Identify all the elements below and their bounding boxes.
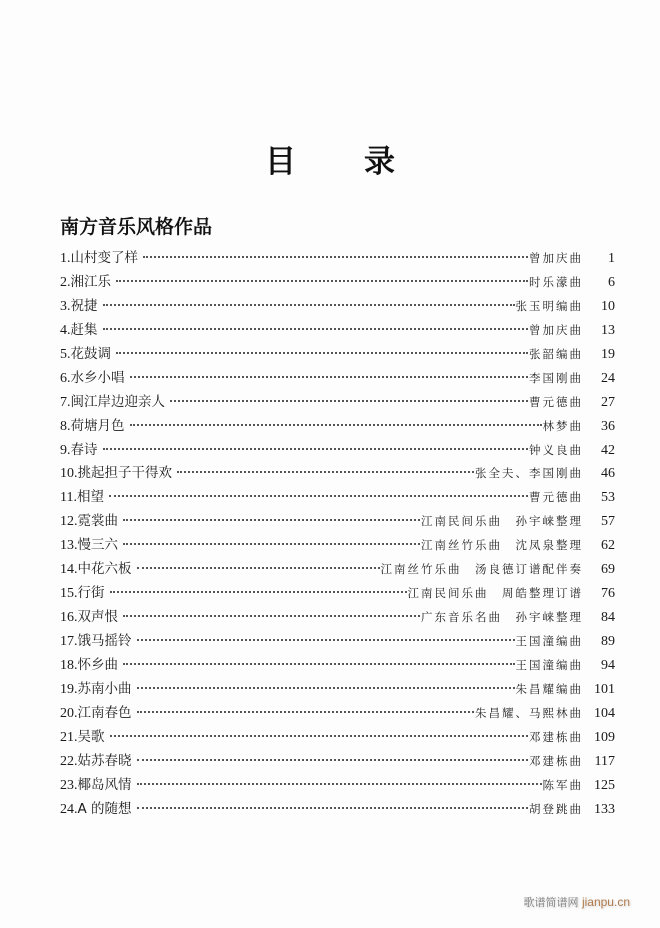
entry-page-number: 84 — [601, 610, 615, 626]
entry-number: 11. — [60, 490, 77, 506]
entry-page-number: 19 — [601, 346, 615, 362]
toc-entry[interactable] — [60, 798, 615, 822]
dot-leader — [130, 376, 529, 378]
entry-page-number: 62 — [601, 538, 615, 554]
entry-title: 山村变了样 — [70, 250, 138, 266]
entry-page-number: 10 — [601, 298, 615, 314]
toc-entry[interactable] — [60, 534, 615, 558]
entry-title: 挑起担子干得欢 — [77, 465, 172, 482]
entry-title: A 的随想 — [77, 800, 132, 817]
page-title-char-1: 目 — [265, 143, 296, 180]
entry-title: 花鼓调 — [70, 345, 111, 362]
page-title — [0, 136, 660, 181]
toc-entry[interactable] — [60, 702, 615, 726]
entry-number: 17. — [60, 634, 78, 649]
entry-page-number: 53 — [601, 490, 615, 506]
entry-page-number: 6 — [608, 274, 615, 290]
toc-entry[interactable] — [60, 367, 615, 391]
page-title-char-2: 录 — [364, 143, 395, 180]
entry-number: 7. — [60, 394, 71, 410]
toc-entry[interactable] — [60, 582, 615, 606]
entry-credit: 曾加庆曲 — [529, 322, 583, 337]
dot-leader — [170, 400, 528, 402]
entry-title: 中花六板 — [77, 561, 132, 578]
entry-credit: 陈军曲 — [542, 777, 583, 792]
toc-entry[interactable] — [60, 391, 615, 415]
dot-leader — [137, 759, 529, 761]
entry-number: 18. — [60, 657, 78, 673]
toc-entry[interactable] — [60, 654, 615, 678]
entry-number: 1. — [60, 251, 71, 266]
dot-leader — [123, 615, 420, 617]
entry-title: 慢三六 — [77, 537, 118, 554]
dot-leader — [137, 711, 475, 713]
entry-title: 饿马摇铃 — [77, 633, 132, 649]
entry-credit: 江南丝竹乐曲 汤良德订谱配伴奏 — [380, 562, 583, 577]
toc-entry[interactable] — [60, 630, 615, 654]
entry-credit: 朱昌耀编曲 — [515, 681, 583, 696]
dot-leader — [110, 591, 407, 593]
entry-credit: 张韶编曲 — [529, 346, 583, 361]
entry-number: 24. — [60, 801, 78, 817]
toc-entry[interactable] — [60, 415, 615, 439]
entry-page-number: 109 — [594, 729, 615, 745]
dot-leader — [103, 304, 515, 306]
entry-title: 水乡小唱 — [70, 369, 125, 386]
toc-entry[interactable] — [60, 750, 615, 774]
toc-entry[interactable] — [60, 606, 615, 630]
toc-entry[interactable] — [60, 439, 615, 463]
site-watermark — [523, 894, 630, 910]
entry-credit: 江南民间乐曲 周皓整理订谱 — [407, 586, 583, 601]
entry-title: 祝捷 — [70, 297, 98, 314]
entry-title: 双声恨 — [77, 609, 118, 626]
entry-number: 2. — [60, 274, 71, 290]
entry-title: 荷塘月色 — [70, 417, 125, 434]
dot-leader — [123, 543, 420, 545]
entry-number: 21. — [60, 729, 78, 745]
entry-credit: 江南丝竹乐曲 沈凤泉整理 — [421, 538, 583, 553]
entry-number: 22. — [60, 753, 78, 769]
dot-leader — [123, 519, 420, 521]
entry-page-number: 57 — [601, 514, 615, 530]
entry-credit: 钟义良曲 — [529, 442, 583, 457]
dot-leader — [137, 567, 380, 569]
dot-leader — [109, 495, 528, 497]
entry-number: 19. — [60, 681, 78, 697]
entry-number: 16. — [60, 610, 78, 626]
toc-entry[interactable] — [60, 678, 615, 702]
entry-page-number: 117 — [594, 753, 615, 769]
dot-leader — [137, 807, 528, 809]
entry-title: 苏南小曲 — [77, 680, 132, 697]
entry-credit: 邓建栋曲 — [529, 753, 583, 768]
section-heading: 南方音乐风格作品 — [60, 215, 213, 238]
entry-title: 闽江岸边迎亲人 — [70, 393, 165, 410]
entry-title: 相望 — [76, 489, 104, 506]
dot-leader — [137, 639, 515, 641]
entry-title: 赶集 — [70, 321, 98, 338]
entry-page-number: 125 — [594, 777, 615, 793]
watermark-cn: 歌谱简谱网 — [523, 896, 579, 909]
entry-page-number: 36 — [601, 418, 615, 434]
entry-credit: 邓建栋曲 — [529, 729, 583, 744]
entry-page-number: 76 — [601, 586, 615, 602]
dot-leader — [103, 328, 529, 330]
entry-credit: 张全夫、李国刚曲 — [475, 466, 583, 481]
dot-leader — [123, 663, 515, 665]
watermark-latin: jianpu.cn — [581, 895, 630, 909]
entry-number: 10. — [60, 466, 78, 482]
dot-leader — [143, 256, 528, 258]
entry-page-number: 46 — [601, 466, 615, 482]
dot-leader — [137, 783, 542, 785]
entry-credit: 林梦曲 — [542, 418, 583, 433]
entry-credit: 广东音乐名曲 孙宇崃整理 — [421, 610, 583, 625]
entry-number: 20. — [60, 705, 78, 721]
entry-number: 9. — [60, 442, 71, 458]
dot-leader — [116, 352, 528, 354]
entry-page-number: 69 — [601, 562, 615, 578]
toc-entry[interactable] — [60, 343, 615, 367]
entry-page-number: 89 — [601, 634, 615, 649]
entry-number: 8. — [60, 418, 71, 434]
entry-number: 23. — [60, 777, 78, 793]
entry-page-number: 1 — [608, 251, 615, 266]
toc-entry[interactable] — [60, 774, 615, 798]
entry-number: 15. — [60, 586, 78, 602]
entry-number: 6. — [60, 370, 71, 386]
entry-title: 霓裳曲 — [77, 513, 118, 530]
entry-number: 4. — [60, 322, 71, 338]
toc-entry[interactable] — [60, 295, 615, 319]
entry-number: 3. — [60, 298, 71, 314]
entry-credit: 曾加庆曲 — [529, 251, 583, 265]
entry-credit: 江南民间乐曲 孙宇崃整理 — [421, 514, 583, 529]
dot-leader — [116, 280, 528, 282]
entry-title: 姑苏春晓 — [77, 752, 132, 769]
entry-credit: 时乐濛曲 — [529, 274, 583, 289]
entry-page-number: 94 — [601, 657, 615, 673]
entry-title: 椰岛风情 — [77, 776, 132, 793]
entry-title: 春诗 — [70, 441, 98, 458]
entry-credit: 王国潼编曲 — [515, 657, 583, 672]
entry-page-number: 27 — [601, 394, 615, 410]
entry-page-number: 24 — [601, 370, 615, 386]
entry-credit: 王国潼编曲 — [515, 634, 583, 648]
entry-credit: 朱昌耀、马熙林曲 — [475, 705, 583, 720]
entry-number: 14. — [60, 562, 78, 578]
entry-credit: 李国刚曲 — [529, 370, 583, 385]
entry-credit: 张玉明编曲 — [515, 298, 583, 313]
entry-title: 怀乡曲 — [77, 656, 118, 673]
toc-entry[interactable] — [60, 271, 615, 295]
dot-leader — [110, 735, 529, 737]
toc-entry[interactable] — [60, 726, 615, 750]
dot-leader — [130, 424, 542, 426]
entry-title: 江南春色 — [77, 704, 132, 721]
dot-leader — [137, 687, 515, 689]
entry-number: 5. — [60, 346, 71, 362]
dot-leader — [103, 448, 529, 450]
toc-list — [60, 247, 615, 822]
toc-entry[interactable] — [60, 486, 615, 510]
entry-credit: 曹元德曲 — [529, 490, 583, 505]
entry-number: 12. — [60, 514, 78, 530]
toc-entry[interactable] — [60, 510, 615, 534]
entry-page-number: 13 — [601, 322, 615, 338]
dot-leader — [177, 471, 474, 473]
toc-entry[interactable] — [60, 247, 615, 271]
toc-entry[interactable] — [60, 462, 615, 486]
entry-title: 湘江乐 — [70, 273, 111, 290]
entry-page-number: 104 — [594, 705, 615, 721]
entry-title: 吴歌 — [77, 728, 105, 745]
entry-page-number: 42 — [601, 442, 615, 458]
entry-page-number: 133 — [594, 801, 615, 817]
entry-title: 行街 — [77, 585, 105, 602]
toc-entry[interactable] — [60, 558, 615, 582]
entry-credit: 曹元德曲 — [529, 394, 583, 409]
entry-credit: 胡登跳曲 — [529, 801, 583, 816]
entry-page-number: 101 — [594, 681, 615, 697]
toc-entry[interactable] — [60, 319, 615, 343]
entry-number: 13. — [60, 538, 78, 554]
